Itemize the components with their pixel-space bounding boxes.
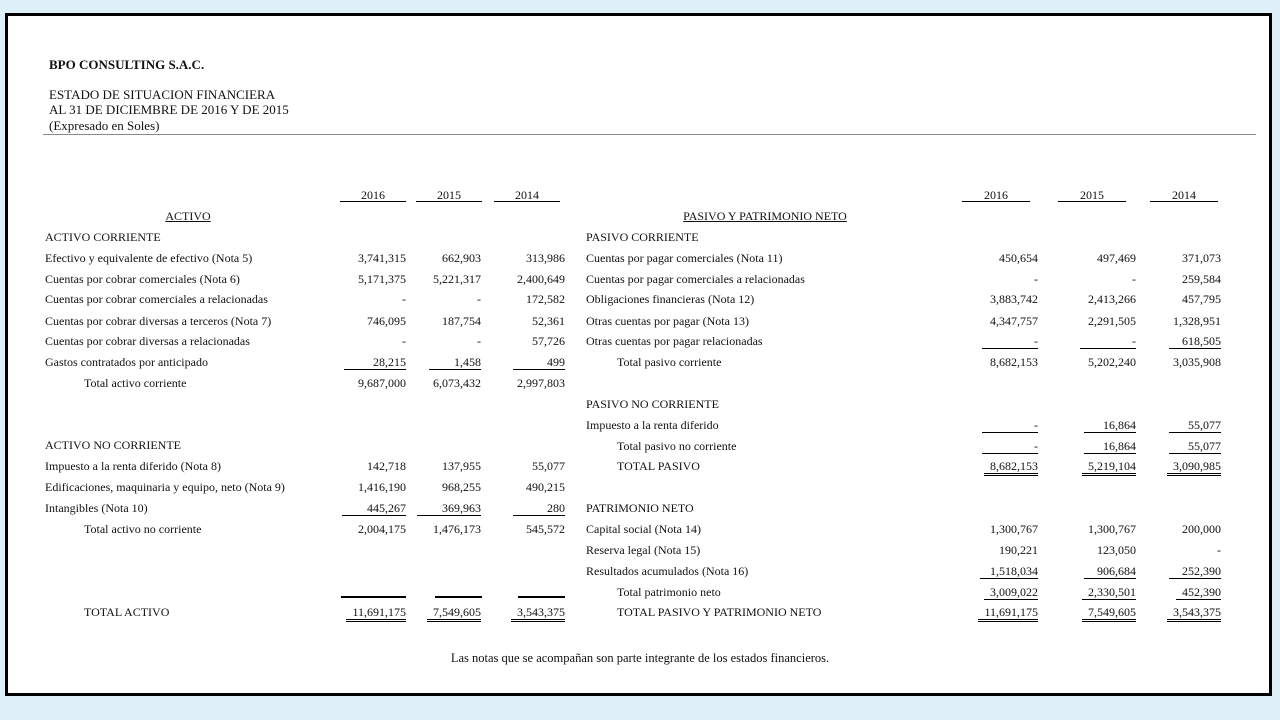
total-rule xyxy=(435,596,482,598)
line-item-value: 28,215 xyxy=(344,355,406,370)
total-rule xyxy=(518,596,565,598)
line-item-value: 8,682,153 xyxy=(990,355,1038,369)
year-header-left-2014: 2014 xyxy=(515,188,539,202)
line-item-value: 490,215 xyxy=(526,480,565,494)
line-item-value: 16,864 xyxy=(1084,418,1136,433)
line-item-label: Edificaciones, maquinaria y equipo, neto (Nota 9) xyxy=(45,480,285,494)
line-item-label: Total pasivo corriente xyxy=(617,355,722,369)
line-item-value: - xyxy=(1080,334,1136,349)
line-item-value: 280 xyxy=(513,501,565,516)
line-item-value: 545,572 xyxy=(526,522,565,536)
year-rule xyxy=(962,201,1030,202)
total-rule xyxy=(341,596,406,598)
line-item-value: 137,955 xyxy=(442,459,481,473)
liabilities-current-title: PASIVO CORRIENTE xyxy=(586,230,699,244)
line-item-value: 5,202,240 xyxy=(1088,355,1136,369)
line-item-value: - xyxy=(1217,543,1221,557)
line-item-value: 452,390 xyxy=(1176,585,1221,600)
line-item-value: - xyxy=(1034,272,1038,286)
line-item-value: 3,035,908 xyxy=(1173,355,1221,369)
liabilities-title: PASIVO Y PATRIMONIO NETO xyxy=(683,209,847,223)
line-item-label: Impuesto a la renta diferido (Nota 8) xyxy=(45,459,221,473)
liabilities-noncurrent-title: PASIVO NO CORRIENTE xyxy=(586,397,719,411)
line-item-value: 5,219,104 xyxy=(1082,459,1136,476)
line-item-label: Cuentas por pagar comerciales a relacionadas xyxy=(586,272,805,286)
year-rule xyxy=(1150,201,1218,202)
line-item-value: 7,549,605 xyxy=(1082,605,1136,622)
assets-title: ACTIVO xyxy=(165,209,211,223)
line-item-value: 369,963 xyxy=(417,501,481,516)
line-item-value: 457,795 xyxy=(1182,292,1221,306)
assets-current-title: ACTIVO CORRIENTE xyxy=(45,230,161,244)
line-item-value: 445,267 xyxy=(342,501,406,516)
line-item-value: - xyxy=(477,292,481,306)
line-item-value: - xyxy=(982,418,1038,433)
year-header-left-2015: 2015 xyxy=(437,188,461,202)
line-item-value: 9,687,000 xyxy=(358,376,406,390)
line-item-value: 1,416,190 xyxy=(358,480,406,494)
line-item-value: - xyxy=(402,334,406,348)
year-rule xyxy=(494,201,560,202)
line-item-value: 190,221 xyxy=(999,543,1038,557)
line-item-value: 57,726 xyxy=(532,334,565,348)
line-item-label: Gastos contratados por anticipado xyxy=(45,355,208,369)
line-item-value: 2,291,505 xyxy=(1088,314,1136,328)
line-item-value: 618,505 xyxy=(1169,334,1221,349)
line-item-value: 55,077 xyxy=(1169,418,1221,433)
line-item-value: 142,718 xyxy=(367,459,406,473)
statement-currency: (Expresado en Soles) xyxy=(49,118,160,133)
line-item-value: 2,413,266 xyxy=(1088,292,1136,306)
line-item-value: 5,171,375 xyxy=(358,272,406,286)
line-item-value: 11,691,175 xyxy=(346,605,406,622)
line-item-value: 5,221,317 xyxy=(433,272,481,286)
line-item-value: - xyxy=(402,292,406,306)
year-rule xyxy=(340,201,406,202)
line-item-value: 450,654 xyxy=(999,251,1038,265)
line-item-value: 259,584 xyxy=(1182,272,1221,286)
line-item-label: Otras cuentas por pagar relacionadas xyxy=(586,334,763,348)
line-item-value: 2,330,501 xyxy=(1082,585,1136,600)
line-item-value: 1,518,034 xyxy=(980,564,1038,579)
line-item-value: - xyxy=(1132,272,1136,286)
line-item-label: Resultados acumulados (Nota 16) xyxy=(586,564,749,578)
line-item-label: Capital social (Nota 14) xyxy=(586,522,701,536)
line-item-value: 371,073 xyxy=(1182,251,1221,265)
line-item-value: 1,300,767 xyxy=(990,522,1038,536)
line-item-value: 2,400,649 xyxy=(517,272,565,286)
line-item-label: Total pasivo no corriente xyxy=(617,439,737,453)
header-separator xyxy=(43,134,1256,135)
line-item-value: 499 xyxy=(513,355,565,370)
line-item-value: 662,903 xyxy=(442,251,481,265)
line-item-label: Otras cuentas por pagar (Nota 13) xyxy=(586,314,749,328)
line-item-label: Cuentas por cobrar comerciales (Nota 6) xyxy=(45,272,240,286)
line-item-value: 55,077 xyxy=(1169,439,1221,454)
line-item-label: Reserva legal (Nota 15) xyxy=(586,543,701,557)
line-item-value: 11,691,175 xyxy=(978,605,1038,622)
line-item-label: TOTAL PASIVO xyxy=(617,459,700,473)
year-header-right-2016: 2016 xyxy=(984,188,1008,202)
line-item-value: 6,073,432 xyxy=(433,376,481,390)
line-item-value: 8,682,153 xyxy=(984,459,1038,476)
line-item-label: TOTAL PASIVO Y PATRIMONIO NETO xyxy=(617,605,822,619)
line-item-value: 906,684 xyxy=(1084,564,1136,579)
equity-title: PATRIMONIO NETO xyxy=(586,501,694,515)
line-item-value: 3,090,985 xyxy=(1167,459,1221,476)
line-item-value: 7,549,605 xyxy=(427,605,481,622)
line-item-label: Cuentas por cobrar comerciales a relacionadas xyxy=(45,292,268,306)
line-item-value: 1,476,173 xyxy=(433,522,481,536)
line-item-value: 2,004,175 xyxy=(358,522,406,536)
line-item-label: Intangibles (Nota 10) xyxy=(45,501,148,515)
line-item-label: Cuentas por pagar comerciales (Nota 11) xyxy=(586,251,783,265)
company-name: BPO CONSULTING S.A.C. xyxy=(49,57,205,72)
line-item-value: 968,255 xyxy=(442,480,481,494)
line-item-value: - xyxy=(477,334,481,348)
statement-title: ESTADO DE SITUACION FINANCIERA xyxy=(49,87,276,102)
year-header-right-2015: 2015 xyxy=(1080,188,1104,202)
line-item-label: Impuesto a la renta diferido xyxy=(586,418,719,432)
line-item-value: 1,328,951 xyxy=(1173,314,1221,328)
line-item-value: 4,347,757 xyxy=(990,314,1038,328)
year-header-left-2016: 2016 xyxy=(361,188,385,202)
line-item-label: Total activo no corriente xyxy=(84,522,202,536)
line-item-value: 2,997,803 xyxy=(517,376,565,390)
line-item-value: 746,095 xyxy=(367,314,406,328)
line-item-value: - xyxy=(982,334,1038,349)
line-item-value: 497,469 xyxy=(1097,251,1136,265)
line-item-label: Cuentas por cobrar diversas a relacionadas xyxy=(45,334,250,348)
line-item-label: Total activo corriente xyxy=(84,376,187,390)
year-header-right-2014: 2014 xyxy=(1172,188,1196,202)
line-item-value: 200,000 xyxy=(1182,522,1221,536)
line-item-value: 123,050 xyxy=(1097,543,1136,557)
line-item-value: 3,543,375 xyxy=(1167,605,1221,622)
statement-date: AL 31 DE DICIEMBRE DE 2016 Y DE 2015 xyxy=(49,102,289,117)
line-item-value: 3,741,315 xyxy=(358,251,406,265)
line-item-label: Efectivo y equivalente de efectivo (Nota 5) xyxy=(45,251,253,265)
line-item-value: - xyxy=(982,439,1038,454)
line-item-value: 3,543,375 xyxy=(511,605,565,622)
year-rule xyxy=(416,201,482,202)
line-item-label: TOTAL ACTIVO xyxy=(84,605,170,619)
line-item-label: Cuentas por cobrar diversas a terceros (Nota 7) xyxy=(45,314,272,328)
year-rule xyxy=(1058,201,1126,202)
line-item-value: 55,077 xyxy=(532,459,565,473)
assets-noncurrent-title: ACTIVO NO CORRIENTE xyxy=(45,438,181,452)
line-item-value: 16,864 xyxy=(1084,439,1136,454)
footnote: Las notas que se acompañan son parte integrante de los estados financieros. xyxy=(450,651,830,665)
line-item-value: 1,458 xyxy=(429,355,481,370)
line-item-value: 52,361 xyxy=(532,314,565,328)
line-item-label: Total patrimonio neto xyxy=(617,585,721,599)
line-item-value: 3,009,022 xyxy=(984,585,1038,600)
line-item-value: 1,300,767 xyxy=(1088,522,1136,536)
line-item-value: 252,390 xyxy=(1169,564,1221,579)
line-item-value: 172,582 xyxy=(526,292,565,306)
line-item-value: 187,754 xyxy=(442,314,481,328)
line-item-label: Obligaciones financieras (Nota 12) xyxy=(586,292,755,306)
line-item-value: 3,883,742 xyxy=(990,292,1038,306)
line-item-value: 313,986 xyxy=(526,251,565,265)
